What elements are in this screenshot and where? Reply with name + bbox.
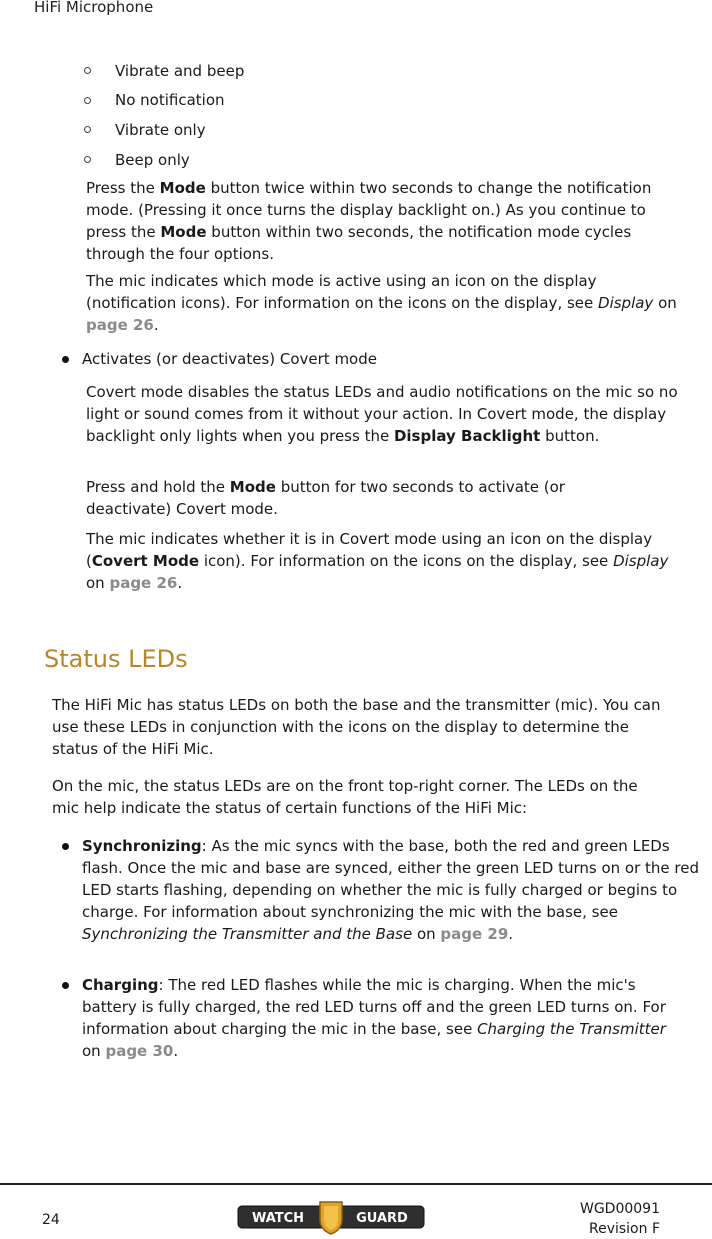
covert-press-paragraph: Press and hold the Mode button for two seconds to activate (or deactivate) Covert mode. [86,478,565,518]
list-item: Beep only [84,145,244,175]
svg-text:WATCH: WATCH [251,1211,305,1226]
watchguard-logo [236,1199,426,1235]
hollow-bullet-icon [84,126,91,133]
mode-press-paragraph: Press the Mode button twice within two seconds to change the notification mode. (Pressing it once turns the display backlight on.) As you continue to press the Mode button within two seconds, the notification mode cycles through the four options. [86,179,652,263]
covert-desc-paragraph: Covert mode disables the status LEDs and audio notifications on the mic so no light or sound comes from it without your action. In Covert mode, the display backlight only lights when you press the Display Backlight button. [86,383,678,445]
page-number: 24 [42,1212,60,1228]
status-intro-paragraph: The HiFi Mic has status LEDs on both the base and the transmitter (mic). You can use these LEDs in conjunction with the icons on the display to determine the status of the HiFi Mic. [52,696,661,758]
hollow-bullet-icon [84,67,91,74]
bullet-icon [62,982,69,989]
running-header: HiFi Microphone [34,0,154,16]
list-item: No notification [84,86,244,116]
covert-icon-paragraph: The mic indicates whether it is in Covert mode using an icon on the display (Covert Mode icon). For information on the icons on the display, see Display on page 26. [86,530,669,592]
doc-number: WGD00091 [579,1201,660,1217]
mode-icons-paragraph: The mic indicates which mode is active using an icon on the display (notification icons). For information on the icons on the display, see Display on page 26. [86,272,677,334]
covert-bullet-item: Activates (or deactivates) Covert mode [82,350,377,368]
svg-text:GUARD: GUARD [356,1211,408,1226]
footer-rule [0,1183,712,1185]
page-30-link[interactable]: page 30 [105,1042,174,1060]
synchronizing-item: Synchronizing: As the mic syncs with the base, both the red and green LEDs flash. Once the mic and base are synced, either the green LED turns on or the red LED starts flashing, depending on whether the mic is fully charged or begins to charge. For information about synchronizing the mic with the base, see Synchronizing the Transmitter and the Base on page 29. [82,837,699,943]
section-heading: Status LEDs [44,645,188,673]
list-item: Vibrate only [84,115,244,145]
notification-mode-list [84,56,244,174]
page-29-link[interactable]: page 29 [440,925,509,943]
hollow-bullet-icon [84,156,91,163]
page-26-link[interactable]: page 26 [109,574,178,592]
revision-label: Revision F [588,1221,660,1237]
document-id [580,1199,660,1239]
charging-item: Charging: The red LED flashes while the mic is charging. When the mic's battery is fully charged, the red LED turns off and the green LED turns on. For information about charging the mic in the base, see Charging the Transmitter on page 30. [82,976,666,1060]
list-item: Vibrate and beep [84,56,244,86]
status-location-paragraph: On the mic, the status LEDs are on the front top-right corner. The LEDs on the mic help indicate the status of certain functions of the HiFi Mic: [52,777,638,817]
bullet-icon [62,843,69,850]
page-26-link[interactable]: page 26 [86,316,154,334]
hollow-bullet-icon [84,97,91,104]
bullet-icon [62,356,69,363]
